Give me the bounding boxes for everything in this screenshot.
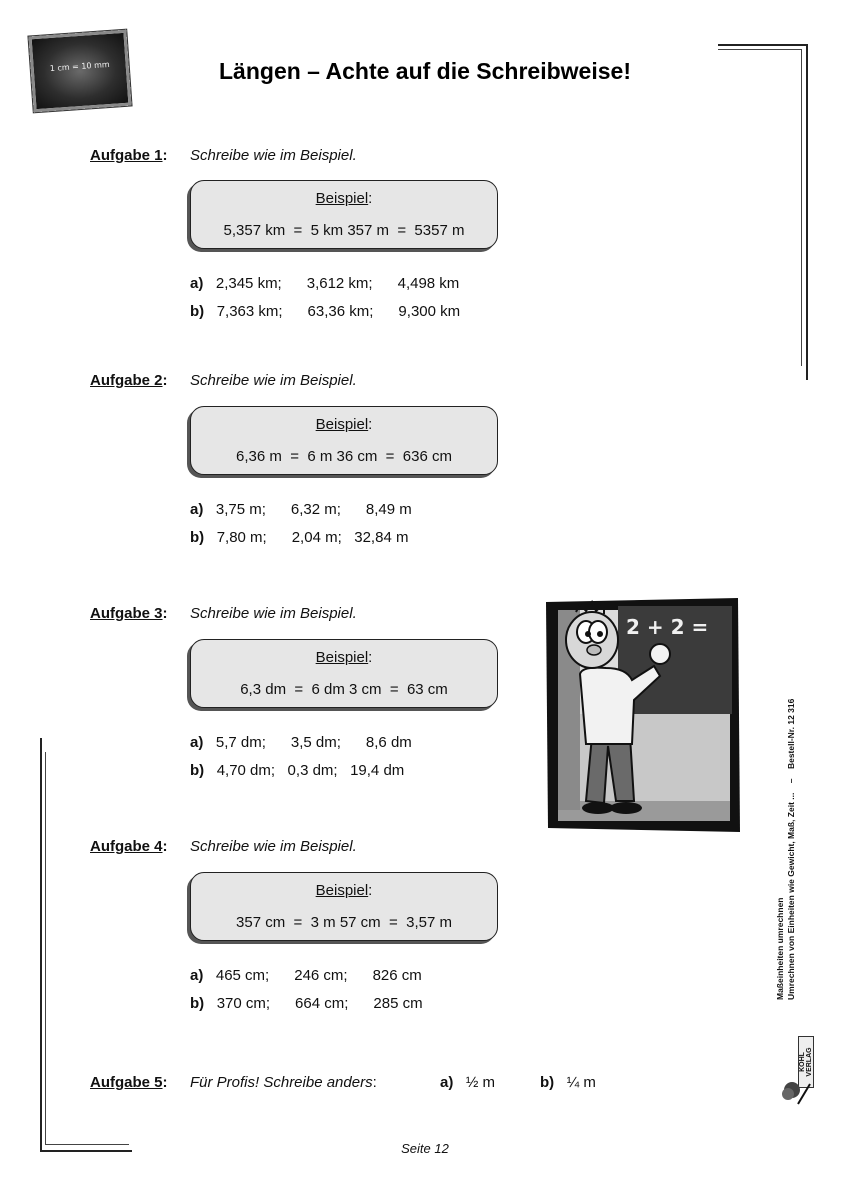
chalkboard-logo — [28, 30, 131, 113]
task-3-row-b: b) 4,70 dm; 0,3 dm; 19,4 dm — [190, 762, 405, 779]
tree-icon — [780, 1078, 814, 1106]
task-2-label: Aufgabe 2: — [90, 372, 168, 389]
task-4-instruction: Schreibe wie im Beispiel. — [190, 838, 357, 855]
task-3-example-box — [190, 639, 498, 708]
task-2-row-b: b) 7,80 m; 2,04 m; 32,84 m — [190, 529, 409, 546]
task-1-row-b: b) 7,363 km; 63,36 km; 9,300 km — [190, 303, 461, 320]
page-number: Seite 12 — [401, 1141, 449, 1156]
task-2-example-box — [190, 406, 498, 475]
task-3-label: Aufgabe 3: — [90, 605, 168, 622]
corner-frame-top-right-inner — [718, 49, 802, 366]
task-5-label: Aufgabe 5: — [90, 1074, 168, 1091]
task-4-row-b: b) 370 cm; 664 cm; 285 cm — [190, 995, 423, 1012]
example-heading: Beispiel: — [315, 882, 373, 899]
task-1-label: Aufgabe 1: — [90, 147, 168, 164]
example-heading: Beispiel: — [315, 649, 373, 666]
example-equation: 357 cm = 3 m 57 cm = 3,57 m — [236, 914, 452, 931]
example-equation: 6,36 m = 6 m 36 cm = 636 cm — [236, 448, 452, 465]
boy-at-blackboard-illustration — [542, 596, 742, 836]
side-publication-info: Maßeinheiten umrechnen Umrechnen von Einheiten wie Gewicht, Maß, Zeit ... – Bestell-Nr. 12 316 — [775, 698, 796, 1000]
task-2-instruction: Schreibe wie im Beispiel. — [190, 372, 357, 389]
task-4-row-a: a) 465 cm; 246 cm; 826 cm — [190, 967, 422, 984]
task-5-part-b: b) ¼ m — [540, 1074, 596, 1091]
task-3-row-a: a) 5,7 dm; 3,5 dm; 8,6 dm — [190, 734, 412, 751]
example-equation: 6,3 dm = 6 dm 3 cm = 63 cm — [240, 681, 448, 698]
page-title: Längen – Achte auf die Schreibweise! — [219, 58, 631, 84]
task-4-label: Aufgabe 4: — [90, 838, 168, 855]
task-2-row-a: a) 3,75 m; 6,32 m; 8,49 m — [190, 501, 412, 518]
chalkboard-text: 1 cm = 10 mm — [49, 59, 110, 74]
task-4-example-box — [190, 872, 498, 941]
blackboard-equation: 2 + 2 = — [626, 615, 709, 639]
task-5-part-a: a) ½ m — [440, 1074, 496, 1091]
example-heading: Beispiel: — [315, 416, 373, 433]
example-heading: Beispiel: — [315, 190, 373, 207]
publisher-name: KOHL VERLAG — [799, 1047, 813, 1077]
example-equation: 5,357 km = 5 km 357 m = 5357 m — [223, 222, 465, 239]
task-5-instruction: Für Profis! Schreibe anders: — [190, 1074, 377, 1091]
task-1-instruction: Schreibe wie im Beispiel. — [190, 147, 357, 164]
task-1-example-box — [190, 180, 498, 249]
task-1-row-a: a) 2,345 km; 3,612 km; 4,498 km — [190, 275, 460, 292]
task-3-instruction: Schreibe wie im Beispiel. — [190, 605, 357, 622]
